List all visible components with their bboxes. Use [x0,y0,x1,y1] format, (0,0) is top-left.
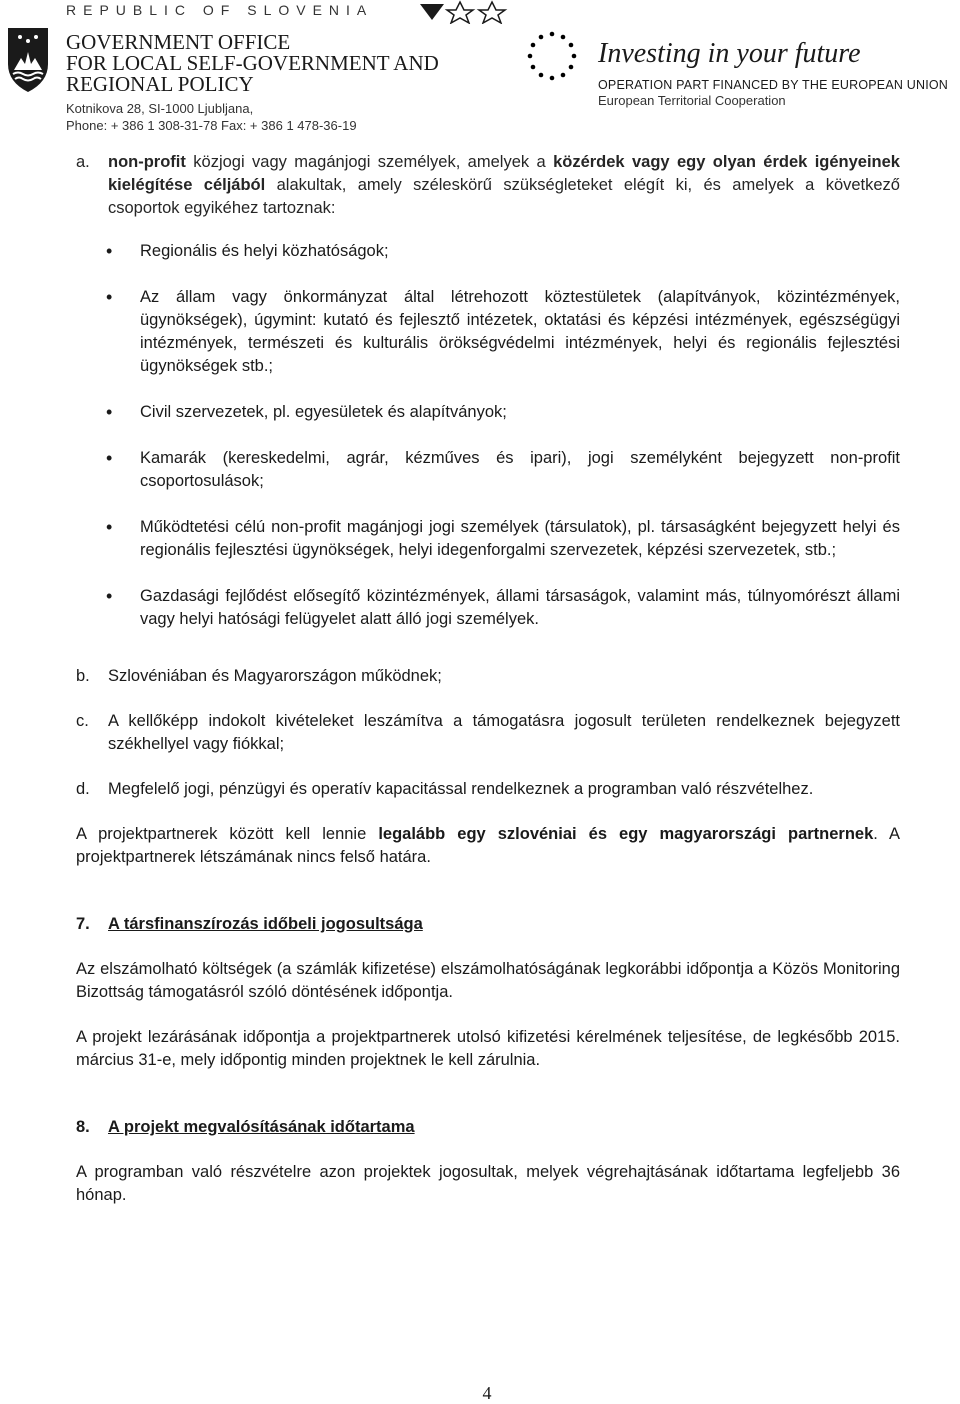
item-d-text: Megfelelő jogi, pénzügyi és operatív kapacitással rendelkeznek a programban való részvételhez. [108,780,814,798]
list-item: • Regionális és helyi közhatóságok; [140,240,900,263]
address-line: Kotnikova 28, SI-1000 Ljubljana, [66,101,254,116]
investing-slogan: Investing in your future [598,38,861,69]
page-header [0,0,960,140]
partners-paragraph [76,823,900,869]
list-item: • Működtetési célú non-profit magánjogi jogi személyek (társulatok), pl. társaságként bejegyzett helyi és regionális fejlesztési ügynökségek, helyi idegenforgalmi szervezetek, képzési szervezetek, stb.; [140,516,900,562]
organization-types-list [76,240,900,631]
etc-text: European Territorial Cooperation [598,93,786,108]
decorative-stars-icon [418,0,518,24]
section-7-number: 7. [76,915,90,933]
item-d-label: d. [76,780,90,798]
section-8-heading [76,1116,900,1139]
list-item: • Kamarák (kereskedelmi, agrár, kézműves és ipari), jogi személyként bejegyzett non-profit csoportosulások; [140,447,900,493]
office-address [66,100,357,134]
republic-of-slovenia-text: REPUBLIC OF SLOVENIA [66,2,374,18]
item-a-label: a. [76,153,90,171]
gov-line-1: GOVERNMENT OFFICE [66,30,291,54]
section-8-title: A projekt megvalósításának időtartama [108,1118,415,1136]
partners-text-2: . A projektpartnerek létszámának nincs felső határa. [76,825,900,866]
operation-financed-text: OPERATION PART FINANCED BY THE EUROPEAN UNION [598,78,949,92]
gov-line-3: REGIONAL POLICY [66,72,254,96]
section-7-heading [76,913,900,936]
list-item: • Az állam vagy önkormányzat által létrehozott köztestületek (alapítványok, közintézmények, ügynökségek), úgymint: kutató és fejlesztő intézetek, oktatási és képzési intézmények, egészségügyi intézmények, természeti és kulturális örökségvédelmi intézmények, helyi és regionális fejlesztési ügynökségek stb.; [140,286,900,378]
section-8-number: 8. [76,1118,90,1136]
section-7-title: A társfinanszírozás időbeli jogosultsága [108,915,423,933]
section-7-paragraph-2: A projekt lezárásának időpontja a projektpartnerek utolsó kifizetési kérelmének teljesítése, de legkésőbb 2015. március 31-e, mely időpontig minden projektnek le kell zárulnia. [76,1028,900,1069]
item-b [76,665,900,688]
list-item: • Civil szervezetek, pl. egyesületek és alapítványok; [140,401,900,424]
slovenia-coat-of-arms-icon [4,24,52,94]
item-a [76,151,900,220]
item-d [76,778,900,801]
item-a-bold-1: non-profit [108,153,186,171]
item-c-label: c. [76,712,89,730]
document-body [76,151,900,1207]
item-a-bold-2: közérdek vagy egy olyan érdek igényeinek kielégítése céljából [108,153,900,194]
government-office-name [66,32,439,95]
section-8-paragraph-1: A programban való részvételre azon projektek jogosultak, melyek végrehajtásának időtartama legfeljebb 36 hónap. [76,1163,900,1204]
item-c-text: A kellőképp indokolt kivételeket leszámítva a támogatásra jogosult területen rendelkeznek bejegyzett székhellyel vagy fiókkal; [108,712,900,753]
item-c [76,710,900,756]
partners-text-1: A projektpartnerek között kell lennie [76,825,379,843]
item-a-text-2: alakultak, amely széleskörű szükségleteket elégít ki, és amelyek a következő csoportok egyikéhez tartoznak: [108,176,900,217]
item-b-text: Szlovéniában és Magyarországon működnek; [108,667,442,685]
item-a-text-1: közjogi vagy magánjogi személyek, amelyek a [185,153,554,171]
item-b-label: b. [76,667,90,685]
eu-flag-icon [518,24,586,88]
list-item: • Gazdasági fejlődést elősegítő közintézmények, állami társaságok, valamint más, túlnyomórészt állami vagy helyi hatósági felügyelet alatt álló jogi személyek. [140,585,900,631]
partners-bold: legalább egy szlovéniai és egy magyarországi partnernek [378,825,874,843]
phone-fax-line: Phone: + 386 1 308-31-78 Fax: + 386 1 478-36-19 [66,118,357,133]
gov-line-2: FOR LOCAL SELF-GOVERNMENT AND [66,51,439,75]
section-7-paragraph-1: Az elszámolható költségek (a számlák kifizetése) elszámolhatóságának legkorábbi időpontja a Közös Monitoring Bizottság támogatásról szóló döntésének időpontja. [76,960,900,1001]
page-number: 4 [482,1383,492,1403]
